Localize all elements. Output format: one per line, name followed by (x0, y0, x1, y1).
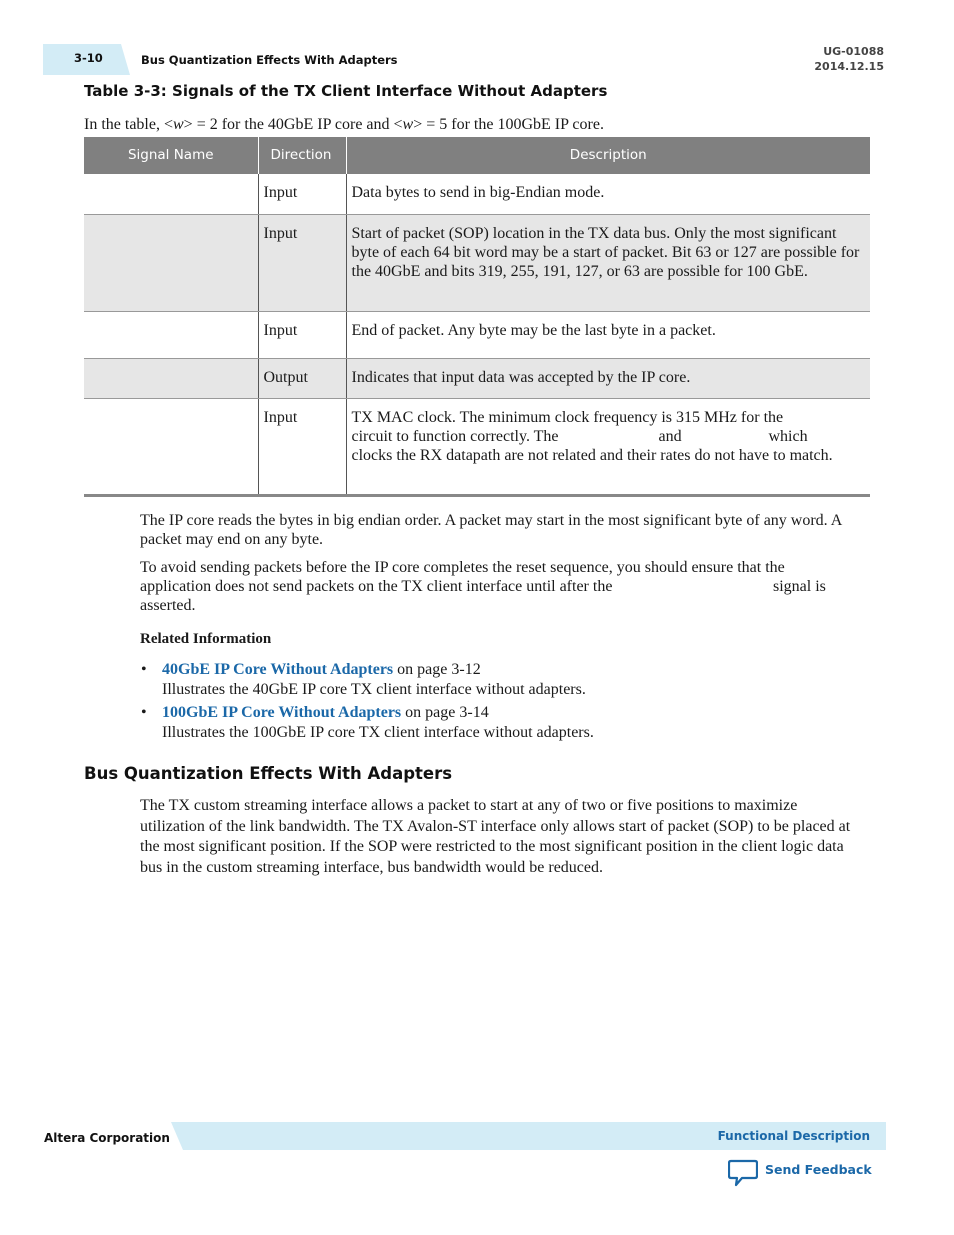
table-header-row (84, 137, 870, 174)
footer-company: Altera Corporation (44, 1131, 170, 1145)
column-header-direction: Direction (258, 137, 346, 174)
direction-cell: Input (258, 311, 346, 358)
table-intro: In the table, <w> = 2 for the 40GbE IP core and <w> = 5 for the 100GbE IP core. (84, 116, 604, 133)
doc-id-block (814, 44, 884, 74)
column-header-signal-name: Signal Name (84, 137, 258, 174)
running-title: Bus Quantization Effects With Adapters (141, 53, 398, 67)
signal-name-cell (84, 358, 258, 398)
description-cell: Start of packet (SOP) location in the TX data bus. Only the most significant byte of each 64 bit word may be a start of packet. Bit 63 or 127 are possible for the 40GbE and bits 319, 255, 191, 127, or 63 are possible for 100 GbE. (346, 214, 870, 311)
signal-name-cell (84, 398, 258, 495)
direction-cell: Input (258, 174, 346, 214)
section-heading: Bus Quantization Effects With Adapters (84, 764, 453, 783)
related-information-heading: Related Information (140, 631, 272, 647)
table-row (84, 358, 870, 398)
body-paragraph: The IP core reads the bytes in big endian order. A packet may start in the most significant byte of any word. A packet may end on any byte. (140, 512, 842, 548)
list-item-description: Illustrates the 100GbE IP core TX client interface without adapters. (162, 724, 594, 741)
link-100gbe-without-adapters[interactable]: 100GbE IP Core Without Adapters (162, 704, 402, 721)
bullet-icon: • (141, 661, 147, 678)
table-row (84, 174, 870, 214)
signals-table (84, 137, 870, 497)
direction-cell: Output (258, 358, 346, 398)
description-cell: Data bytes to send in big-Endian mode. (346, 174, 870, 214)
table-row (84, 214, 870, 311)
speech-bubble-icon[interactable] (728, 1159, 758, 1187)
doc-date: 2014.12.15 (814, 60, 884, 73)
section-body: The TX custom streaming interface allows a packet to start at any of two or five positions to maximize utilization of the link bandwidth. The TX Avalon-ST interface only allows start of packet (SOP) to be placed at the most significant position. If the SOP were restricted to the most significant position in the client logic data bus in the custom streaming interface, bus bandwidth would be reduced. (140, 797, 851, 876)
related-links-list (140, 660, 846, 746)
bullet-icon: • (141, 704, 147, 721)
doc-id: UG-01088 (823, 45, 884, 58)
direction-cell: Input (258, 214, 346, 311)
list-item-description: Illustrates the 40GbE IP core TX client interface without adapters. (162, 681, 586, 698)
signal-name-cell (84, 174, 258, 214)
list-item: • 40GbE IP Core Without Adapters on page 3-12 Illustrates the 40GbE IP core TX client interface without adapters. (140, 660, 846, 700)
body-paragraph-reset: To avoid sending packets before the IP core completes the reset sequence, you should ensure that the application does not send packets on the TX client interface until after the signal is asserted. (140, 559, 826, 614)
link-40gbe-without-adapters[interactable]: 40GbE IP Core Without Adapters (162, 661, 394, 678)
description-cell: End of packet. Any byte may be the last byte in a packet. (346, 311, 870, 358)
signal-name-cell (84, 311, 258, 358)
page-number: 3-10 (74, 51, 103, 65)
description-cell: TX MAC clock. The minimum clock frequency is 315 MHz for the circuit to function correctly. The and which clocks the RX datapath are not related and their rates do not have to match. (346, 398, 870, 495)
footer-section-link[interactable]: Functional Description (717, 1129, 870, 1143)
signal-name-cell (84, 214, 258, 311)
table-row (84, 311, 870, 358)
send-feedback-link[interactable]: Send Feedback (765, 1162, 872, 1177)
table-caption: Table 3-3: Signals of the TX Client Interface Without Adapters (84, 82, 608, 100)
list-item: • 100GbE IP Core Without Adapters on page 3-14 Illustrates the 100GbE IP core TX client interface without adapters. (140, 703, 846, 743)
direction-cell: Input (258, 398, 346, 495)
table-row (84, 398, 870, 495)
column-header-description: Description (346, 137, 870, 174)
description-cell: Indicates that input data was accepted by the IP core. (346, 358, 870, 398)
